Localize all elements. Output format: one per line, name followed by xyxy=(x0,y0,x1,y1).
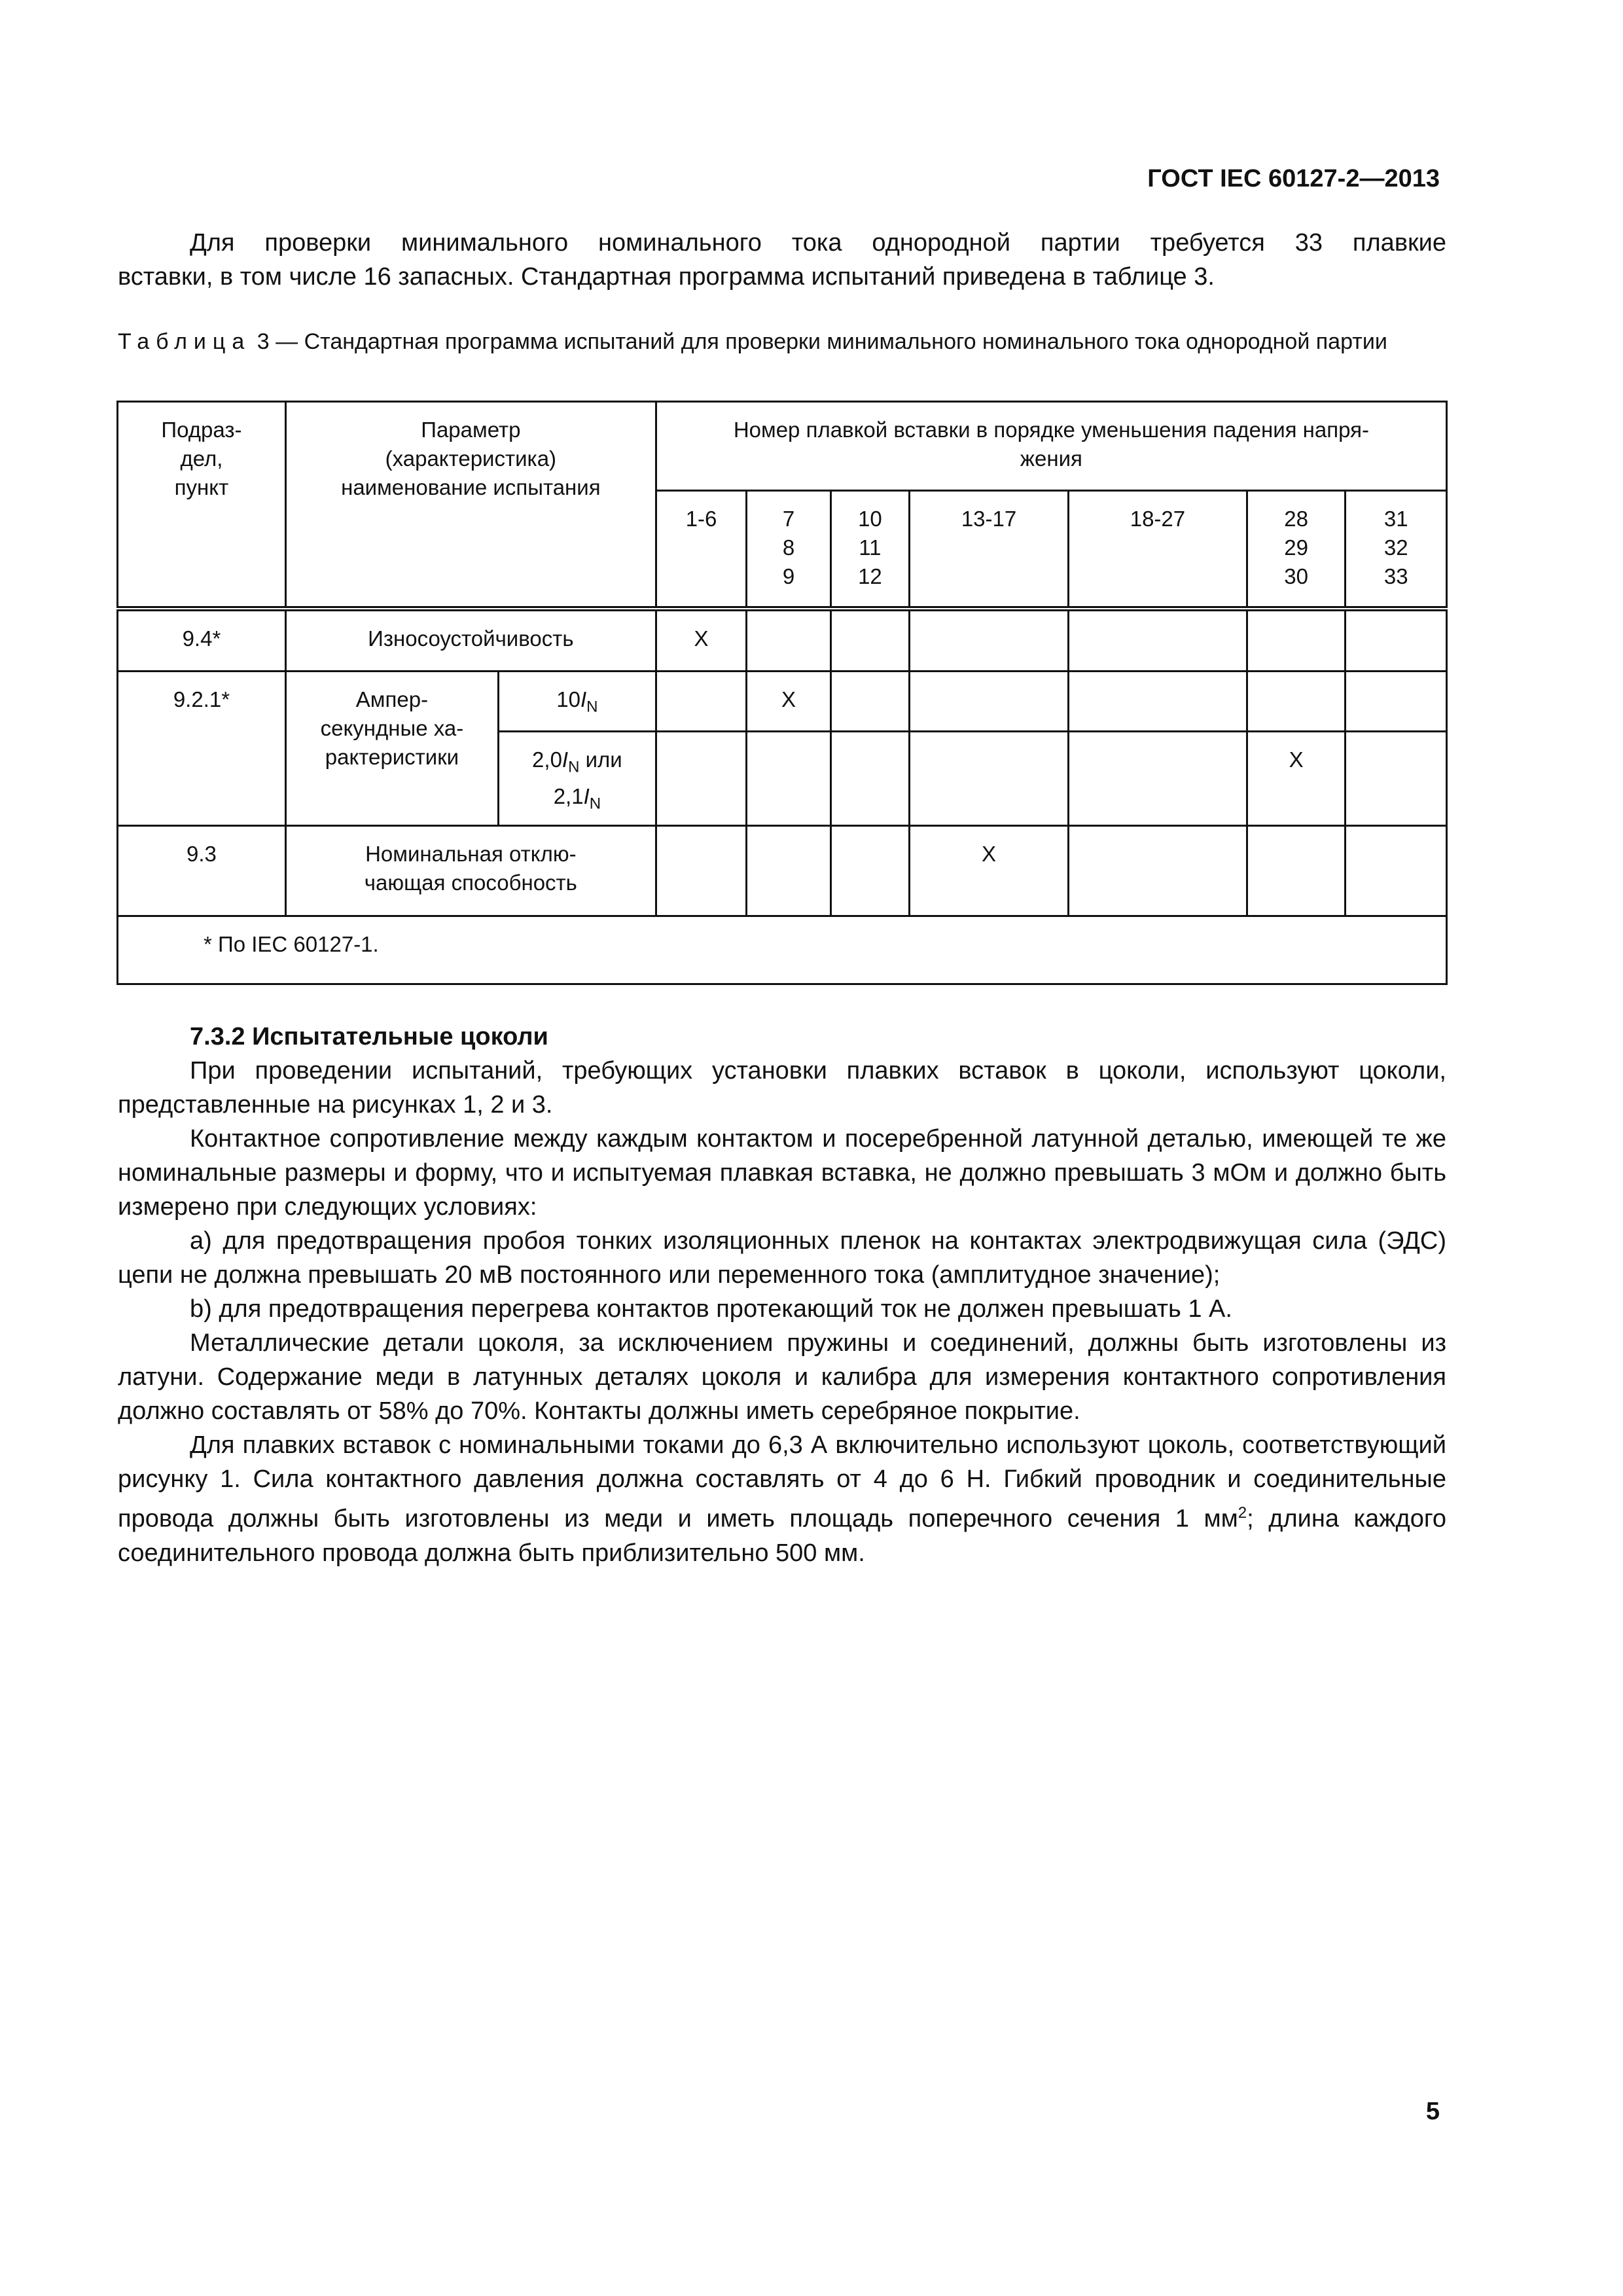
page-number: 5 xyxy=(1425,2098,1440,2125)
row-mark: X xyxy=(656,609,746,672)
header-subsection: Подраз- дел, пункт xyxy=(118,402,286,609)
row-subsection: 9.3 xyxy=(118,826,286,916)
table-caption-text: — Стандартная программа испытаний для проверки минимального номинального тока однородной партии xyxy=(276,329,1387,354)
number-group-7: 31 32 33 xyxy=(1346,491,1447,609)
test-program-table xyxy=(116,401,1448,985)
paragraph: b) для предотвращения перегрева контактов протекающий ток не должен превышать 1 А. xyxy=(190,1295,1232,1323)
paragraph: Для плавких вставок с номинальными токами до 6,3 А включительно используют цоколь, соответствующий рисунку 1. Сила контактного давления должна составлять от 4 до 6 Н. Гибкий проводник и соединительные провода должны быть изготовлены из меди и иметь площадь поперечного сечения 1 $мм^2$; длина каждого соединительного провода должна быть приблизительно 500 мм. xyxy=(118,1431,1446,1567)
section-title: 7.3.2 Испытательные цоколи xyxy=(190,1023,548,1050)
intro-line-2: вставки, в том числе 16 запасных. Стандартная программа испытаний приведена в таблице 3. xyxy=(118,263,1215,291)
paragraph: При проведении испытаний, требующих установки плавких вставок в цоколи, используют цоколи, представленные на рисунках 1, 2 и 3. xyxy=(118,1057,1446,1119)
number-group-5: 18-27 xyxy=(1068,491,1247,609)
table-row xyxy=(118,826,1447,916)
paragraph: a) для предотвращения пробоя тонких изоляционных пленок на контактах электродвижущая сила (ЭДС) цепи не должна превышать 20 мВ постоянного или переменного тока (амплитудное значение); xyxy=(118,1227,1446,1289)
header-insert-numbers: Номер плавкой вставки в порядке уменьшения падения напря- жения xyxy=(656,402,1446,491)
table-footnote: * По IEC 60127-1. xyxy=(118,916,1447,984)
row-parameter: Износоустойчивость xyxy=(285,609,656,672)
table-row xyxy=(118,609,1447,672)
table-row xyxy=(118,672,1447,732)
section-7-3-2 xyxy=(118,1020,1446,1570)
row-condition-1: $10I_N$ xyxy=(498,672,656,732)
row-parameter: Номинальная отклю- чающая способность xyxy=(285,826,656,916)
row-mark: X xyxy=(747,672,830,732)
number-group-4: 13-17 xyxy=(910,491,1069,609)
table-caption xyxy=(118,326,1446,357)
number-group-3: 10 11 12 xyxy=(830,491,909,609)
number-group-2: 7 8 9 xyxy=(747,491,830,609)
paragraph: Контактное сопротивление между каждым контактом и посеребренной латунной деталью, имеющей те же номинальные размеры и форму, что и испытуемая плавкая вставка, не должно превышать 3 мОм и должно быть измерено при следующих условиях: xyxy=(118,1125,1446,1221)
row-condition-2: $2,0I_N$ или $2,1I_N$ xyxy=(498,732,656,826)
row-mark: X xyxy=(910,826,1069,916)
table-caption-label: Таблица xyxy=(118,329,251,354)
row-parameter: Ампер- секундные ха- рактеристики xyxy=(285,672,498,826)
number-group-6: 28 29 30 xyxy=(1247,491,1346,609)
row-mark: X xyxy=(1247,732,1346,826)
paragraph: Металлические детали цоколя, за исключением пружины и соединений, должны быть изготовлены из латуни. Содержание меди в латунных деталях цоколя и калибра для измерения контактного сопротивления должно составлять от 58% до 70%. Контакты должны иметь серебряное покрытие. xyxy=(118,1329,1446,1425)
row-subsection: 9.4* xyxy=(118,609,286,672)
table-caption-number: 3 xyxy=(257,329,270,354)
number-group-1: 1-6 xyxy=(656,491,746,609)
document-header: ГОСТ IEC 60127-2—2013 xyxy=(1147,165,1440,192)
intro-line-1: Для проверки минимального номинального тока однородной партии требуется 33 плавкие xyxy=(190,229,1446,257)
row-subsection: 9.2.1* xyxy=(118,672,286,826)
intro-paragraph xyxy=(118,226,1446,294)
header-parameter: Параметр (характеристика) наименование испытания xyxy=(285,402,656,609)
